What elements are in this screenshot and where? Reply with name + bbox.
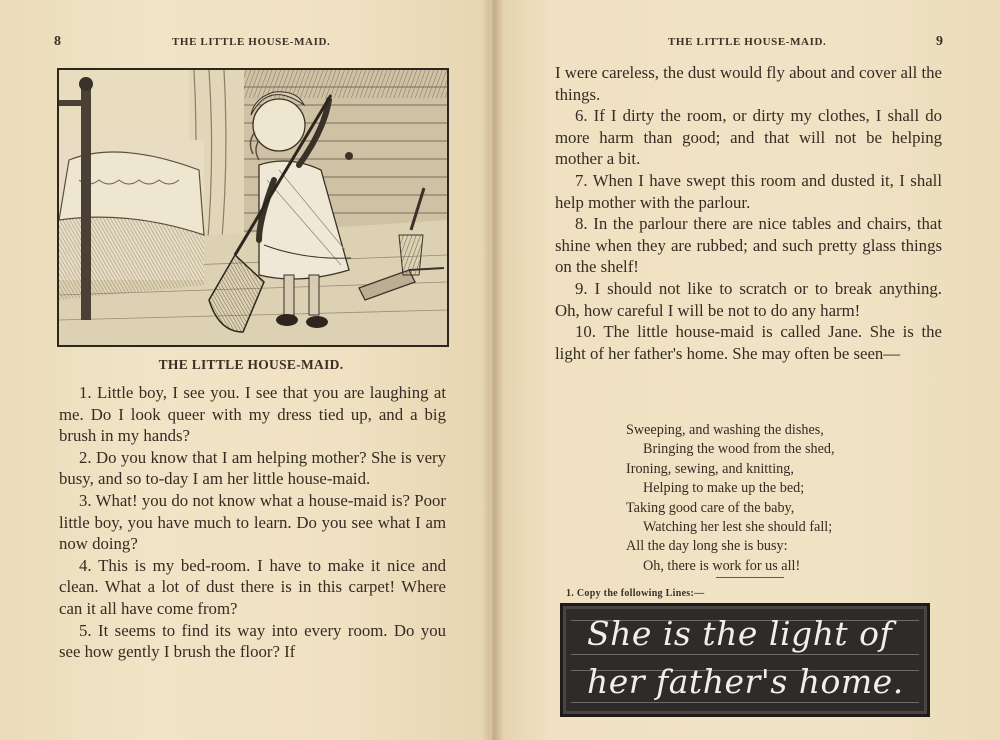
paragraph-2: 2. Do you know that I am helping mother? She is very busy, and so to-day I am her little house-maid.: [59, 447, 446, 489]
running-head-left: THE LITTLE HOUSE-MAID.: [172, 36, 331, 48]
poem-line: Bringing the wood from the shed,: [643, 441, 835, 458]
paragraph-5-continued: I were careless, the dust would fly about and cover all the things.: [555, 63, 942, 104]
poem-line: Sweeping, and washing the dishes,: [626, 422, 824, 438]
paragraph-1: 1. Little boy, I see you. I see that you are laughing at me. Do I look queer with my dress tied up, and a big brush in my hands?: [59, 383, 446, 446]
right-body-text: [555, 62, 942, 364]
paragraph-9: 9. I should not like to scratch or to break anything. Oh, how careful I will be not to do any harm!: [555, 278, 942, 320]
left-body-text: [59, 382, 446, 663]
paragraph-7: 7. When I have swept this room and dusted it, I shall help mother with the parlour.: [555, 170, 942, 212]
poem-line: Ironing, sewing, and knitting,: [626, 460, 794, 477]
copy-lines-slate: [560, 603, 930, 717]
paragraph-5: 5. It seems to find its way into every room. Do you see how gently I brush the floor? If: [59, 620, 446, 662]
poem-line: Helping to make up the bed;: [643, 480, 805, 497]
divider-rule: [716, 577, 784, 578]
poem: [626, 421, 926, 576]
copy-line-2: her father's home.: [587, 662, 904, 701]
paragraph-8: 8. In the parlour there are nice tables and chairs, that shine when they are rubbed; and such pretty glass things on the shelf!: [555, 214, 942, 277]
book-gutter: [482, 0, 504, 740]
slate-guide-line: [571, 702, 919, 703]
slate-guide-line: [571, 654, 919, 655]
illustration-caption: THE LITTLE HOUSE-MAID.: [158, 357, 344, 372]
paragraph-6: 6. If I dirty the room, or dirty my clothes, I shall do more harm than good; and that will not be helping mother a bit.: [555, 106, 942, 169]
page-number-left: 8: [54, 34, 61, 49]
girl-sweeping-illustration: [57, 68, 449, 347]
page-number-right: 9: [936, 34, 943, 49]
poem-line: Taking good care of the baby,: [626, 499, 795, 516]
paragraph-10: 10. The little house-maid is called Jane. She is the light of her father's home. She may often be seen—: [555, 322, 942, 363]
poem-line: Watching her lest she should fall;: [643, 519, 833, 536]
paragraph-3: 3. What! you do not know what a house-maid is? Poor little boy, you have much to learn. Do you see what I am now doing?: [59, 490, 446, 554]
exercise-label: 1. Copy the following Lines:—: [566, 588, 705, 599]
poem-line: Oh, there is work for us all!: [643, 557, 801, 574]
copy-line-1: She is the light of: [587, 614, 893, 653]
running-head-right: THE LITTLE HOUSE-MAID.: [668, 36, 827, 48]
poem-line: All the day long she is busy:: [626, 538, 788, 555]
paragraph-4: 4. This is my bed-room. I have to make it nice and clean. What a lot of dust there is in this carpet! Where can it all have come from?: [59, 555, 446, 618]
